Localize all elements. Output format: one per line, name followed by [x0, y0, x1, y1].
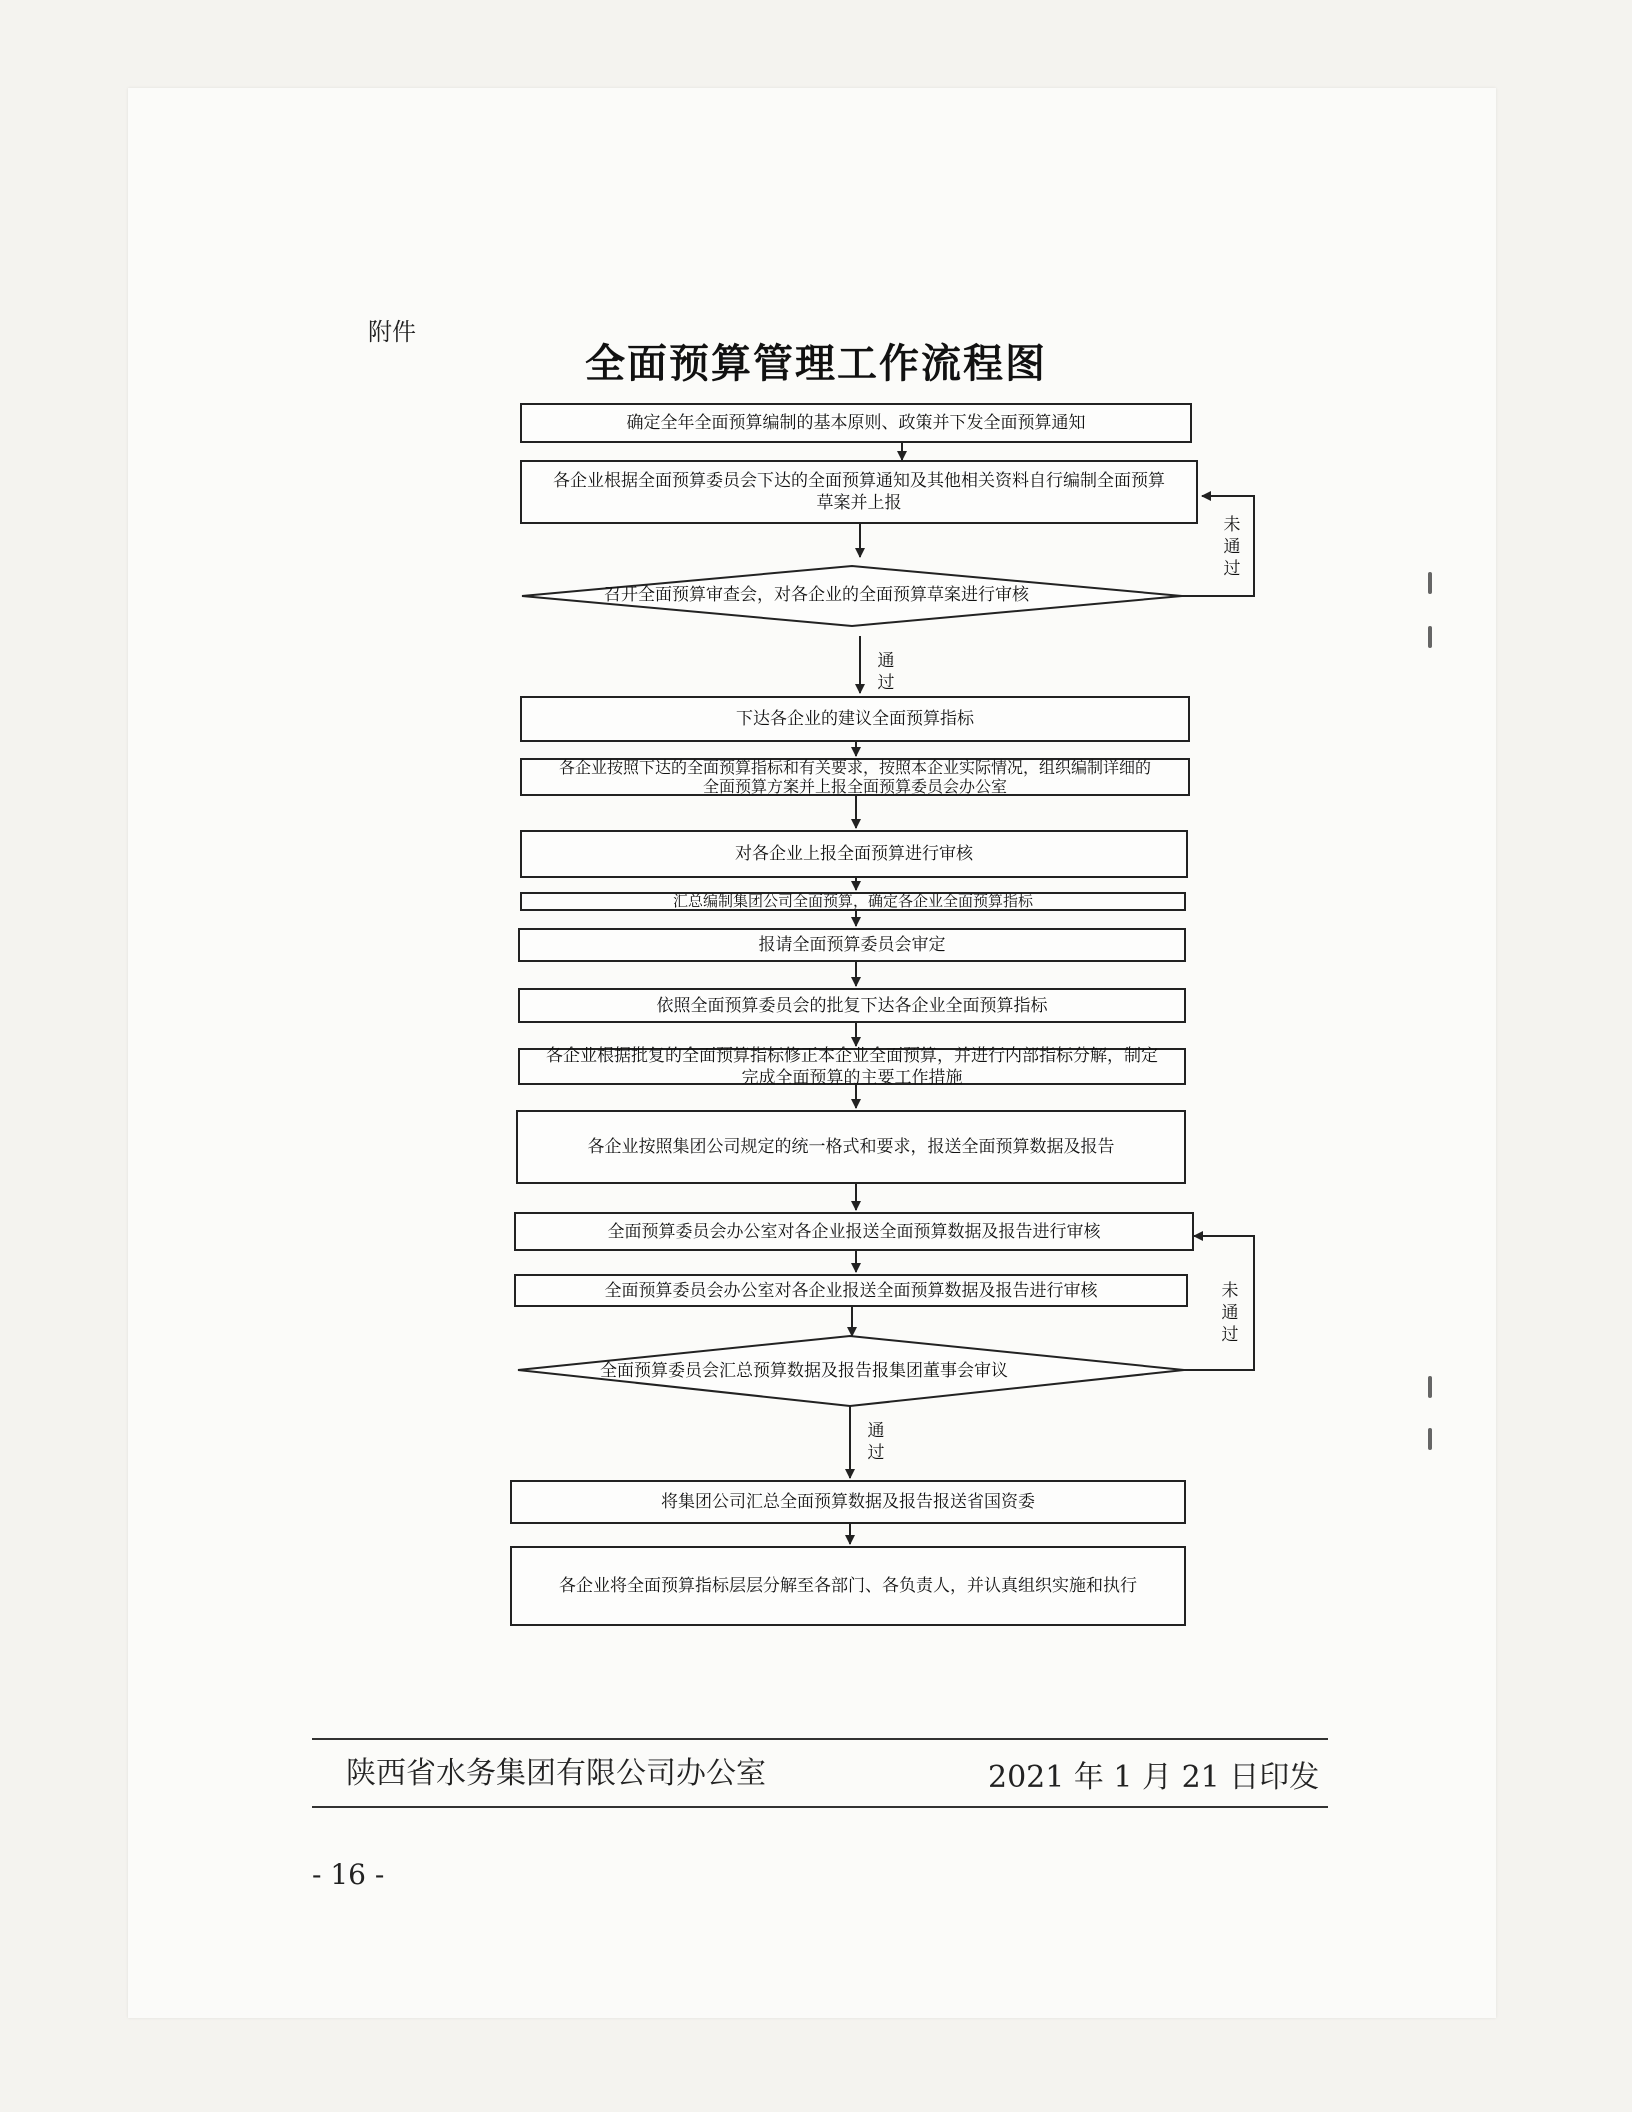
footer-issuer: 陕西省水务集团有限公司办公室	[346, 1756, 766, 1791]
decision-review-label: 召开全面预算审查会，对各企业的全面预算草案进行审核	[604, 585, 1029, 605]
step-review-submissions: 对各企业上报全面预算进行审核	[520, 830, 1188, 878]
step-committee-approval: 报请全面预算委员会审定	[518, 928, 1186, 962]
pass-label-1: 通过	[877, 651, 895, 693]
step-implement: 各企业将全面预算指标层层分解至各部门、各负责人，并认真组织实施和执行	[510, 1546, 1186, 1626]
fail-label-1: 未通过	[1223, 515, 1241, 579]
page-title: 全面预算管理工作流程图	[585, 340, 1047, 387]
footer-date: 2021 年 1 月 21 日印发	[988, 1760, 1320, 1795]
step-detailed-plan: 各企业按照下达的全面预算指标和有关要求，按照本企业实际情况，组织编制详细的全面预算方案并上报全面预算委员会办公室	[520, 758, 1190, 796]
step-issue-approved-targets: 依照全面预算委员会的批复下达各企业全面预算指标	[518, 988, 1186, 1023]
step-office-review-2: 全面预算委员会办公室对各企业报送全面预算数据及报告进行审核	[514, 1274, 1188, 1307]
step-submit-data: 各企业按照集团公司规定的统一格式和要求，报送全面预算数据及报告	[516, 1110, 1186, 1184]
page-number: - 16 -	[312, 1858, 385, 1891]
step-suggested-targets: 下达各企业的建议全面预算指标	[520, 696, 1190, 742]
binding-mark	[1428, 626, 1432, 648]
step-revise-budget: 各企业根据批复的全面预算指标修正本企业全面预算，并进行内部指标分解，制定完成全面预算的主要工作措施	[518, 1048, 1186, 1085]
attachment-label: 附件	[368, 318, 416, 346]
pass-label-2: 通过	[867, 1421, 885, 1463]
binding-mark	[1428, 1376, 1432, 1398]
step-report-sasac: 将集团公司汇总全面预算数据及报告报送省国资委	[510, 1480, 1186, 1524]
decision-board-label: 全面预算委员会汇总预算数据及报告报集团董事会审议	[600, 1361, 1008, 1381]
footer-bottom-rule	[312, 1806, 1328, 1808]
step-draft-budget: 各企业根据全面预算委员会下达的全面预算通知及其他相关资料自行编制全面预算草案并上报	[520, 460, 1198, 524]
step-office-review: 全面预算委员会办公室对各企业报送全面预算数据及报告进行审核	[514, 1212, 1194, 1251]
binding-mark	[1428, 572, 1432, 594]
fail-label-2: 未通过	[1221, 1281, 1239, 1345]
step-issue-notice: 确定全年全面预算编制的基本原则、政策并下发全面预算通知	[520, 403, 1192, 443]
binding-mark	[1428, 1428, 1432, 1450]
step-consolidate: 汇总编制集团公司全面预算，确定各企业全面预算指标	[520, 892, 1186, 911]
footer-top-rule	[312, 1738, 1328, 1740]
